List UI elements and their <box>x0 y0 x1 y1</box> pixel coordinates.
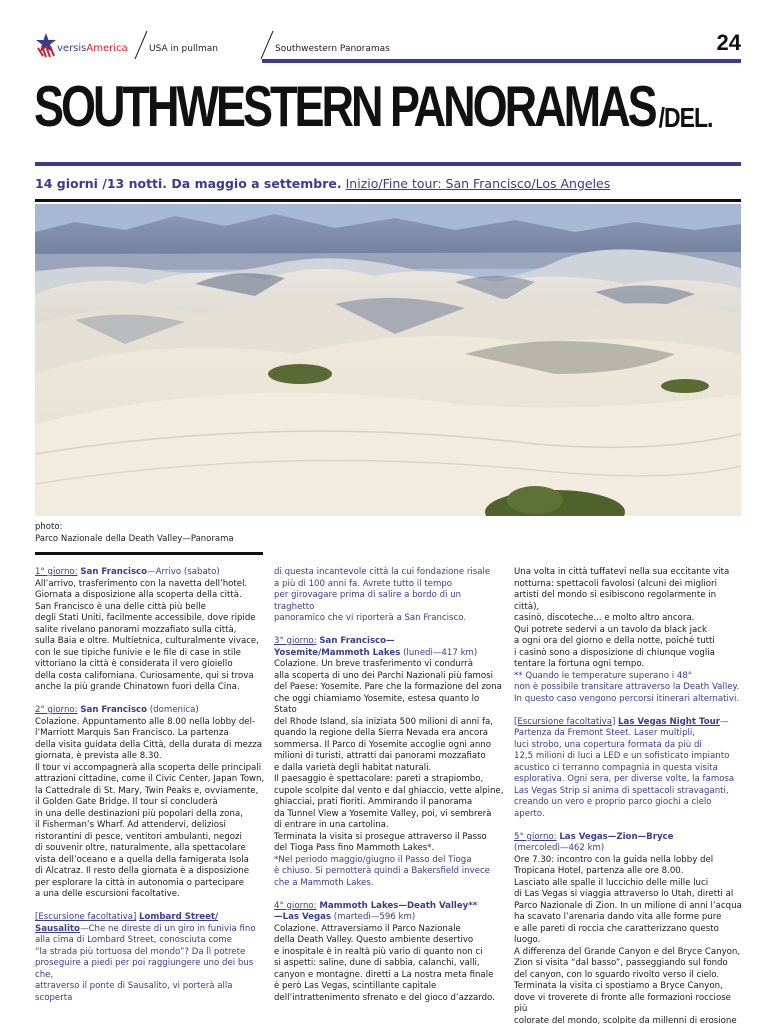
death-valley-photo <box>35 204 741 516</box>
day-2-label: 2° giorno: <box>35 705 78 715</box>
text-line: per esplorare la città in autonomia o partecipare <box>35 877 245 888</box>
lombard-excursion-link[interactable]: Lombard Street/ <box>139 912 219 922</box>
day-5-section <box>514 832 744 1024</box>
text-line: da Tunnel View a Yosemite Valley, poi, vi sembrerà <box>274 808 492 819</box>
text-line: a una delle escursioni facoltative. <box>35 889 180 899</box>
day-3-place-end: Yosemite/Mammoth Lakes <box>274 647 401 658</box>
text-line: proseguire a piedi per poi raggiungere uno dei bus che, <box>35 958 254 980</box>
text-line: per girovagare prima di salire a bordo di un traghetto <box>274 590 462 612</box>
text-line: di Las Vegas si viaggia attraverso lo Utah, diretti al <box>514 889 734 899</box>
las-vegas-continuation <box>514 567 744 705</box>
day-4-place-start: Mammoth Lakes—Death Valley** <box>319 900 478 911</box>
text-line: Tropicana Hotel, partenza alle ore 8.00. <box>514 866 684 876</box>
text-line: è però Las Vegas, scintillante capitale <box>274 981 437 991</box>
text-line: si aspetti: saline, dune di sabbia, calanchi, valli, <box>274 958 480 968</box>
text-line: Terminata la visita si prosegue attraverso il Passo <box>274 831 487 842</box>
day-3-place-start: San Francisco— <box>319 636 395 646</box>
text-line: panoramico che vi riporterà a San Francisco. <box>274 613 467 623</box>
text-line: salite rivelano panorami mozzafiato sulla città, <box>35 624 237 635</box>
tioga-note-line: *Nel periodo maggio/giugno il Passo del Tioga <box>274 854 472 865</box>
text-line: vittoriano la città è considerata il vero gioiello <box>35 659 233 669</box>
text-line: Parco Nazionale di Zion. In un milione di anni l’acqua <box>514 900 742 911</box>
title-main: SOUTHWESTERN PANORAMAS <box>34 73 655 139</box>
text-line: tentare la fortuna ogni tempo. <box>514 659 645 669</box>
text-column-2 <box>274 567 504 1016</box>
night-tour-link[interactable]: Las Vegas Night Tour <box>618 716 720 727</box>
text-line: “la strada più tortuosa del mondo”? Da lì potrete <box>35 946 246 957</box>
text-line: con le sue tipiche funivie e le file di case in stile <box>35 647 241 658</box>
text-line: anche la più grande Chinatown fuori della Cina. <box>35 682 240 692</box>
text-line: Las Vegas Strip si anima di spettacoli stravaganti, <box>514 785 729 796</box>
photo-rule <box>35 199 741 202</box>
text-line: creando un vero e proprio parco giochi a cielo aperto. <box>514 797 712 819</box>
day-3-meta: (lunedì—417 km) <box>400 647 478 658</box>
text-line: dell’intrattenimento sfrenato e del gioco d’azzardo. <box>274 992 495 1003</box>
lombard-excursion-section <box>35 912 265 1004</box>
logo-part-1: versis <box>57 43 87 54</box>
header-rule <box>262 59 741 63</box>
day-1-meta: —Arrivo (sabato) <box>147 567 220 577</box>
text-line: della visita guidata della Città, della durata di mezza <box>35 739 263 750</box>
text-line: della costa californiana. Curiosamente, qui si trova <box>35 670 254 681</box>
title-rule <box>35 162 741 166</box>
text-line: Partenza da Fremont Steet. Laser multipli, <box>514 728 696 738</box>
text-line: attrazioni cittadine, come il Civic Center, Japan Town, <box>35 774 265 784</box>
text-line: artisti del mondo si esibiscono regolarmente in città), <box>514 590 717 612</box>
day-1-section <box>35 567 265 694</box>
text-line: Colazione. Appuntamento alle 8.00 nella lobby del- <box>35 716 256 727</box>
text-line: casinò, discoteche... e molto altro ancora. <box>514 613 695 623</box>
text-line: cupole scolpite dal vento e dal ghiaccio, vette alpine, <box>274 785 504 796</box>
day-4-meta: (martedì—596 km) <box>331 912 416 922</box>
brand-logo[interactable] <box>35 30 135 64</box>
text-line: Giornata a disposizione alla scoperta della città. <box>35 590 242 600</box>
text-line: sommersa. Il Parco di Yosemite accoglie ogni anno <box>274 739 492 750</box>
text-line: ristorantini di pesce, ventitori ambulanti, negozi <box>35 831 242 842</box>
page-number: 24 <box>716 30 741 55</box>
day-3-section <box>274 636 504 889</box>
tour-subtitle <box>35 176 610 191</box>
day-4-label: 4° giorno: <box>274 900 317 911</box>
excursion-label: [Escursione facoltativa] <box>35 912 137 922</box>
text-line: e inospitale è in realtà più vario di quanto non ci <box>274 946 483 957</box>
text-line: dove vi troverete di fronte alle formazioni rocciose più <box>514 992 731 1014</box>
day-2-place: San Francisco <box>80 705 148 715</box>
text-line: ha scavato l’arenaria dando vita alle forme pure <box>514 912 722 922</box>
text-line: quando la regione della Sierra Nevada era ancora <box>274 728 489 738</box>
text-line: della Death Valley. Questo ambiente desertivo <box>274 935 474 945</box>
day-1-label: 1° giorno: <box>35 567 78 577</box>
text-line: in una delle destinazioni più popolari della zona, <box>35 808 243 819</box>
text-line: vista dell’oceano e a quella della famigerata Isola <box>35 854 249 865</box>
text-line: il Fisherman’s Wharf. Ad attendervi, deliziosi <box>35 820 226 830</box>
text-line: a ogni ora del giorno e della notte, poiché tutti <box>514 636 715 646</box>
tioga-note-line: che a Mammoth Lakes. <box>274 877 374 888</box>
text-line: Terminata la visita ci spostiamo a Bryce Canyon, <box>514 981 723 991</box>
tour-duration: 14 giorni /13 notti. Da maggio a settembre. <box>35 176 342 191</box>
slash-divider-icon <box>134 30 148 60</box>
death-valley-note-line: ** Quando le temperature superano i 48° <box>514 670 693 681</box>
tioga-note-line: è chiuso. Si pernotterà quindi a Bakersfield invece <box>274 866 490 876</box>
text-line: del Paese: Yosemite. Pare che la formazione del zona <box>274 682 502 692</box>
text-line: acustico ci terranno compagnia in questa visita <box>514 762 718 773</box>
text-line: Zion si visita “dal basso”, passeggiando sul fondo <box>514 958 728 968</box>
text-line: di Alcatraz. Il resto della giornata è a disposizione <box>35 866 249 876</box>
death-valley-note-line: non è possibile transitare attraverso la Death Valley. <box>514 682 740 692</box>
text-line: Qui potrete sedervi a un tavolo da black jack <box>514 624 708 635</box>
text-line: Una volta in città tuffatevi nella sua eccitante vita <box>514 567 730 577</box>
em-dash: — <box>719 716 729 727</box>
text-line: giornata, è prevista alle 8.30. <box>35 751 162 761</box>
title-suffix: /DEL. <box>658 102 713 134</box>
text-line: alla scoperta di uno dei Parchi Nazionali più famosi <box>274 670 494 681</box>
text-line: Il paesaggio è spettacolare: pareti a strapiombo, <box>274 774 484 784</box>
text-line: canyon e montagne. diretti a La nostra meta finale <box>274 969 494 980</box>
text-line: sulla Baia e oltre. Multietnica, culturalmente vivace, <box>35 636 259 646</box>
text-line: di souvenir oltre, naturalmente, alla spettacolare <box>35 843 246 853</box>
text-line: A differenza del Grande Canyon e del Bryce Canyon, <box>514 946 741 957</box>
text-line: e dalla varietà degli habitat naturali. <box>274 762 432 773</box>
slash-divider-icon <box>260 30 274 60</box>
tour-route-link[interactable]: Inizio/Fine tour: San Francisco/Los Angeles <box>345 176 611 191</box>
text-line: di entrare in una cartolina. <box>274 820 389 830</box>
night-tour-excursion-section <box>514 717 744 821</box>
text-line: notturna: spettacoli favolosi (alcuni dei migliori <box>514 578 717 589</box>
text-line: attraverso il ponte di Sausalito, vi porterà alla scoperta <box>35 981 233 1003</box>
text-line: degli Stati Uniti, facilmente accessibile, dove ripide <box>35 613 256 623</box>
text-line: colorate del mondo, scolpite da millenni di erosione <box>514 1015 737 1024</box>
text-line: luci strobo, una copertura formata da più di <box>514 739 702 750</box>
excursion-label: [Escursione facoltativa] <box>514 716 616 727</box>
text-line: esplorativa. Ogni sera, per diverse volte, la famosa <box>514 774 735 784</box>
photo-caption <box>35 521 234 545</box>
text-line: i casinò sono a disposizione di chiunque voglia <box>514 647 715 658</box>
sausalito-excursion-link[interactable]: Sausalito <box>35 923 80 934</box>
caption-text: Parco Nazionale della Death Valley—Panorama <box>35 534 234 544</box>
text-line: 12,5 milioni di luci a LED e un sofisticato impianto <box>514 751 730 761</box>
day-5-place: Las Vegas—Zion—Bryce <box>559 831 674 842</box>
text-line: l’Marriott Marquis San Francisco. La partenza <box>35 728 229 738</box>
star-logo-icon <box>35 32 57 58</box>
header-category-1: USA in pullman <box>149 44 218 54</box>
text-line: di questa incantevole città la cui fondazione risale <box>274 567 491 577</box>
text-line: Lasciato alle spalle il luccichio delle mille luci <box>514 877 709 888</box>
day-3-label: 3° giorno: <box>274 636 317 646</box>
text-line: e alle pareti di roccia che caratterizzano questo luogo. <box>514 923 719 945</box>
text-line: a più di 100 anni fa. Avrete tutto il tempo <box>274 578 453 589</box>
text-line: —Che ne direste di un giro in funivia fino <box>79 923 256 934</box>
text-line: ghiacciai, prati fioriti. Ammirando il panorama <box>274 797 473 807</box>
day-4-place-end: —Las Vegas <box>274 912 332 922</box>
text-line: milioni di turisti, attratti dai panorami mozzafiato <box>274 751 486 761</box>
header-category-2: Southwestern Panoramas <box>275 44 390 54</box>
text-line: il Golden Gate Bridge. Il tour si concluderà <box>35 797 218 807</box>
text-line: San Francisco è una delle città più belle <box>35 601 206 612</box>
text-line: alla cima di Lombard Street, conosciuta come <box>35 935 232 945</box>
page-title <box>34 73 713 139</box>
day-4-section <box>274 901 504 1005</box>
text-column-3 <box>514 567 744 1024</box>
text-line: Ore 7.30: incontro con la guida nella lobby del <box>514 854 714 865</box>
caption-rule <box>35 552 263 555</box>
text-line: Colazione. Attraversiamo il Parco Nazionale <box>274 923 461 934</box>
text-line: la Cattedrale di St. Mary, Twin Peaks e, ovviamente, <box>35 785 259 796</box>
text-line: del Tioga Pass fino Mammoth Lakes*. <box>274 843 435 853</box>
death-valley-note-line: In questo caso vengono percorsi itinerari alternativi. <box>514 693 740 704</box>
text-line: All’arrivo, trasferimento con la navetta dell’hotel. <box>35 578 248 589</box>
text-column-1 <box>35 567 265 1016</box>
text-line: del Rhode Island, sia iniziata 500 milioni di anni fa, <box>274 716 494 727</box>
logo-part-2: America <box>86 43 128 54</box>
logo-wordmark <box>57 43 128 54</box>
text-line: Il tour vi accompagnerà alla scoperta delle principali <box>35 762 262 773</box>
text-line: Colazione. Un breve trasferimento vi condurrà <box>274 659 473 669</box>
day-1-place: San Francisco <box>80 567 148 577</box>
text-line: che oggi chiamiamo Yosemite, estesa quanto lo Stato <box>274 693 480 715</box>
day-5-label: 5° giorno: <box>514 831 557 842</box>
caption-label: photo: <box>35 522 63 532</box>
day-2-meta: (domenica) <box>147 705 199 715</box>
text-line: del canyon, con lo sguardo rivolto verso il cielo. <box>514 969 720 980</box>
day-2-section <box>35 705 265 901</box>
sausalito-continuation <box>274 567 504 625</box>
day-5-meta: (mercoledì—462 km) <box>514 843 605 853</box>
